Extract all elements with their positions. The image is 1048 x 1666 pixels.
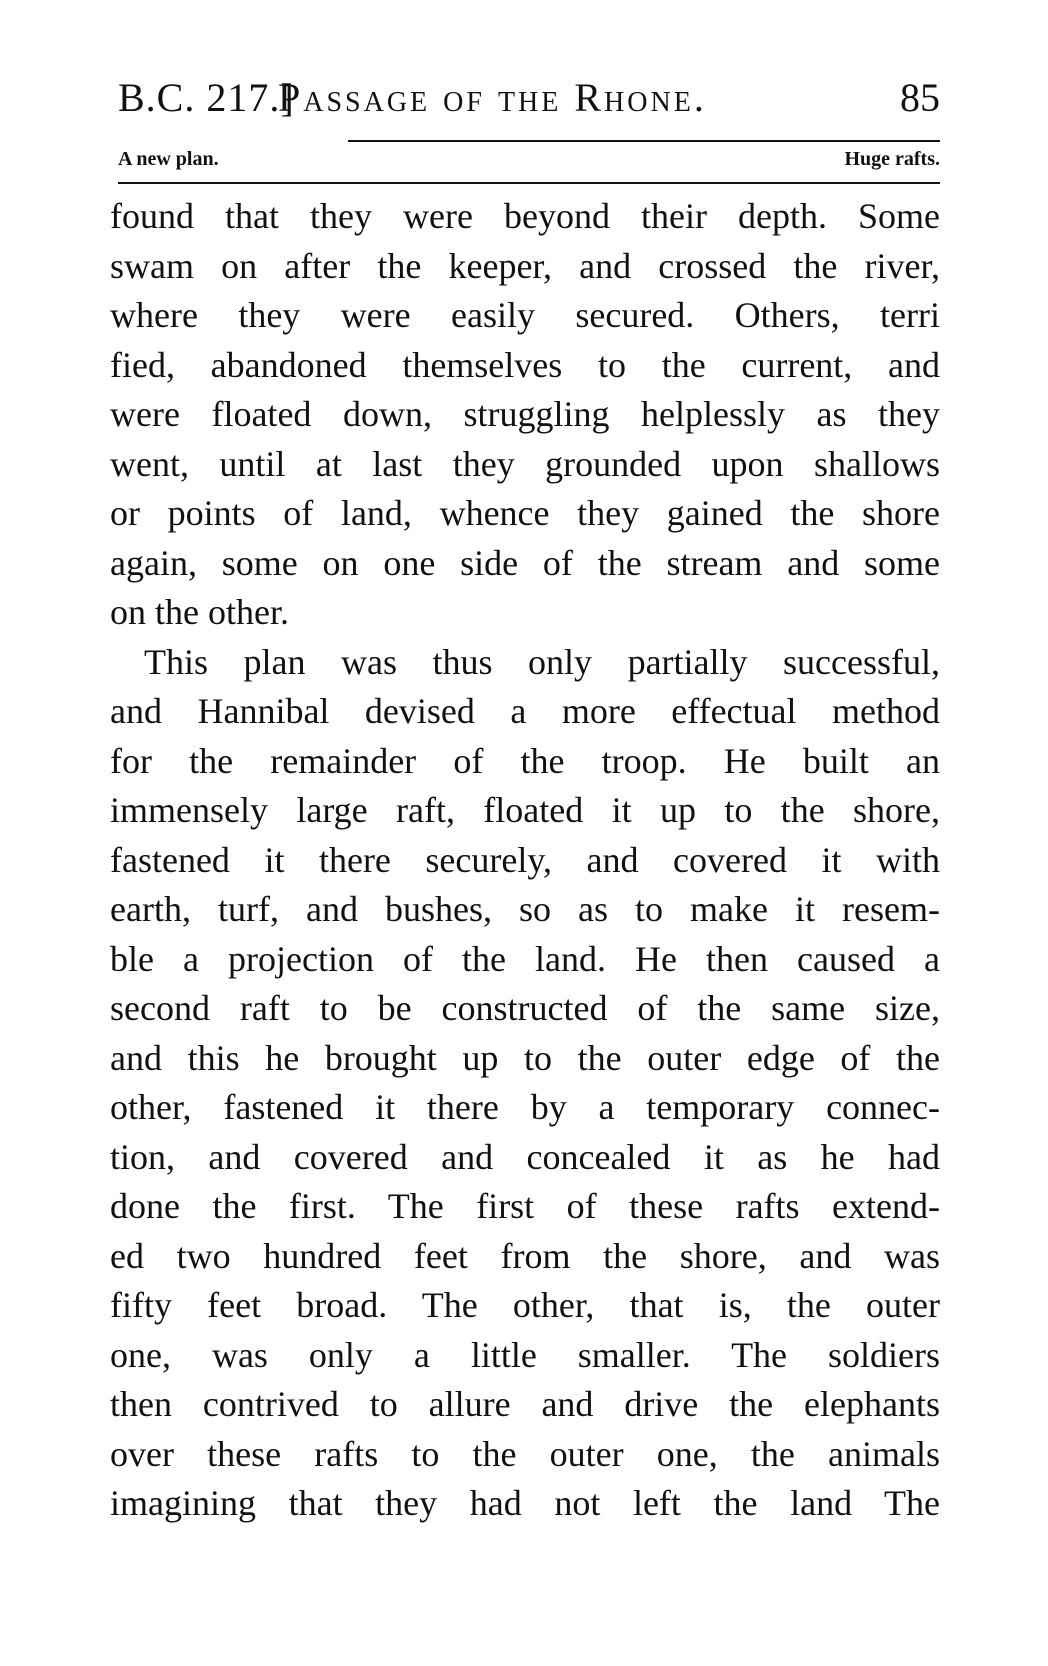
side-note-right: Huge rafts. xyxy=(844,148,940,170)
side-note-left: A new plan. xyxy=(118,148,219,170)
text-line: imagining that they had not left the land The xyxy=(110,1483,940,1523)
text-line: were floated down, struggling helplessly as they xyxy=(110,394,940,434)
text-line: one, was only a little smaller. The soldiers xyxy=(110,1334,940,1375)
text-line: earth, turf, and bushes, so as to make it resem- xyxy=(110,889,940,929)
text-line: went, until at last they grounded upon shallows xyxy=(110,443,940,484)
text-line: and Hannibal devised a more effectual method xyxy=(110,691,940,731)
text-line: second raft to be constructed of the same size, xyxy=(110,988,940,1028)
page-number: 85 xyxy=(900,75,940,120)
text-line: fied, abandoned themselves to the current, and xyxy=(110,344,940,385)
text-line: again, some on one side of the stream and some xyxy=(110,542,940,583)
text-line: or points of land, whence they gained the shore xyxy=(110,493,940,533)
text-line: tion, and covered and concealed it as he had xyxy=(110,1136,940,1177)
paragraph-2 xyxy=(110,638,940,1529)
text-line: other, fastened it there by a temporary connec- xyxy=(110,1087,940,1127)
header-rule-bottom xyxy=(118,182,940,184)
text-line: ed two hundred feet from the shore, and was xyxy=(110,1235,940,1276)
side-notes xyxy=(118,140,940,176)
text-line: ble a projection of the land. He then caused a xyxy=(110,938,940,979)
text-line: done the first. The first of these rafts extend- xyxy=(110,1186,940,1226)
text-line: and this he brought up to the outer edge of the xyxy=(110,1037,940,1078)
text-line: for the remainder of the troop. He built an xyxy=(110,740,940,781)
text-line: on the other. xyxy=(110,592,289,632)
body-text xyxy=(110,192,940,1529)
text-line: swam on after the keeper, and crossed the river, xyxy=(110,245,940,286)
text-line: over these rafts to the outer one, the animals xyxy=(110,1433,940,1474)
header-rule-top xyxy=(348,140,940,142)
text-line: fastened it there securely, and covered it with xyxy=(110,839,940,880)
paragraph-1 xyxy=(110,192,940,638)
text-line: where they were easily secured. Others, terri xyxy=(110,295,940,335)
header-date: B.C. 217.] xyxy=(118,75,295,120)
text-line: then contrived to allure and drive the elephants xyxy=(110,1384,940,1424)
running-head xyxy=(118,74,940,134)
text-line: This plan was thus only partially successful, xyxy=(144,641,940,682)
text-line: fifty feet broad. The other, that is, the outer xyxy=(110,1285,940,1325)
text-line: immensely large raft, floated it up to the shore, xyxy=(110,790,940,830)
text-line: found that they were beyond their depth. Some xyxy=(110,196,940,236)
header-title: Passage of the Rhone. xyxy=(278,75,707,120)
